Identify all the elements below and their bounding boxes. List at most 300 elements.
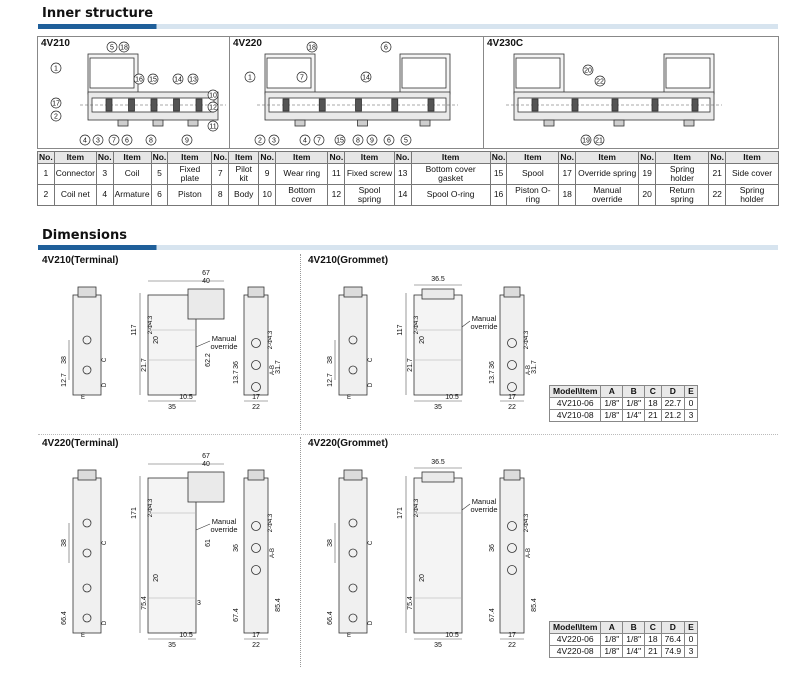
dim-panel-4v220-grommet — [304, 438, 544, 668]
table-cell: 7 — [212, 164, 229, 185]
table-cell: 16 — [490, 185, 507, 206]
override-label: Manual — [211, 334, 237, 343]
table-cell: 20 — [639, 185, 656, 206]
table-cell: Spool O-ring — [411, 185, 490, 206]
table-cell: 0 — [685, 634, 698, 646]
diagram-label: 4V210 — [41, 38, 70, 49]
dimension-label: C — [368, 357, 374, 363]
table-cell: 4V220-08 — [550, 646, 601, 658]
dim-panel-label: 4V220(Terminal) — [42, 438, 119, 449]
table-cell: 1/8" — [601, 646, 623, 658]
valve-outline — [78, 470, 96, 480]
dimension-label: 35 — [168, 404, 176, 411]
leader-line — [196, 524, 210, 530]
valve-outline — [106, 99, 112, 111]
dimension-label: 2-Φ4.3 — [524, 330, 530, 350]
override-label: override — [210, 342, 238, 351]
dimension-label: C — [102, 540, 108, 546]
dimension-label: A-B — [526, 364, 532, 376]
callout-number: 6 — [384, 44, 388, 52]
table-cell: Pilot kit — [229, 164, 259, 185]
dimensions-title: Dimensions — [42, 228, 127, 243]
table-cell: Body — [229, 185, 259, 206]
override-label: override — [470, 322, 498, 331]
dimension-label: 67 — [202, 270, 210, 277]
dimension-label: C — [102, 357, 108, 363]
diagram-label: 4V230C — [487, 38, 524, 49]
valve-outline — [188, 472, 224, 502]
dimension-label: 36 — [489, 544, 496, 552]
callout-number: 2 — [54, 113, 58, 121]
table-cell: 21.2 — [661, 410, 685, 422]
override-label: Manual — [211, 517, 237, 526]
valve-outline — [356, 99, 362, 111]
table-cell: 15 — [490, 164, 507, 185]
model-table-body — [550, 634, 698, 658]
valve-outline — [500, 478, 524, 633]
dimension-drawing — [304, 438, 544, 668]
valve-outline — [504, 470, 520, 480]
table-cell: 74.9 — [661, 646, 685, 658]
separator — [38, 434, 778, 435]
dimension-label: A-B — [526, 547, 532, 559]
column-header: Item — [229, 152, 259, 164]
dimension-label: 3 — [197, 600, 201, 607]
valve-outline — [188, 289, 224, 319]
dimension-label: 2-Φ4.3 — [414, 315, 420, 335]
valve-outline — [188, 120, 198, 126]
callout-number: 13 — [189, 76, 197, 84]
model-table-header — [550, 386, 698, 398]
dimension-label: 67.4 — [489, 608, 496, 622]
dimension-label: 13.7 — [233, 370, 240, 384]
column-header: B — [623, 386, 645, 398]
table-cell: 11 — [328, 164, 345, 185]
table-cell: 22 — [709, 185, 726, 206]
dimension-label: E — [346, 633, 352, 639]
dimension-label: 36 — [233, 544, 240, 552]
dim-panel-4v210-grommet — [304, 255, 544, 430]
diagram-label: 4V220 — [233, 38, 262, 49]
override-label: Manual — [471, 314, 497, 323]
dimension-label: 36.5 — [431, 459, 445, 466]
dim-panel-label: 4V220(Grommet) — [308, 438, 389, 449]
valve-outline — [339, 478, 367, 633]
parts-table-body — [38, 164, 779, 206]
valve-outline — [344, 470, 362, 480]
callout-number: 8 — [149, 137, 153, 145]
table-cell: Fixed plate — [168, 164, 212, 185]
dimension-label: 31.7 — [531, 360, 538, 374]
valve-outline — [90, 58, 134, 88]
inner-structure-diagrams — [37, 36, 779, 149]
dimension-label: 20 — [153, 574, 160, 582]
table-cell: Bottom cover gasket — [411, 164, 490, 185]
valve-outline — [244, 295, 268, 395]
column-header: Item — [276, 152, 328, 164]
column-header: No. — [213, 151, 228, 162]
table-cell: 5 — [151, 164, 168, 185]
valve-outline — [684, 120, 694, 126]
valve-outline — [652, 99, 658, 111]
table-cell: 1/4" — [623, 646, 645, 658]
callout-number: 18 — [120, 44, 128, 52]
table-cell: Spring holder — [726, 185, 779, 206]
table-cell: Spring holder — [655, 164, 708, 185]
dimension-label: 38 — [61, 356, 68, 364]
table-cell: Wear ring — [276, 164, 328, 185]
column-header: No. — [39, 151, 53, 162]
callout-number: 6 — [387, 137, 391, 145]
dimension-label: 36.5 — [431, 276, 445, 283]
table-cell: 18 — [645, 634, 661, 646]
valve-outline — [414, 295, 462, 395]
dimension-label: 22 — [252, 642, 260, 649]
dimension-label: 2-Φ4.3 — [148, 315, 154, 335]
dimension-label: D — [102, 620, 108, 626]
valve-outline — [248, 287, 264, 297]
leader-line — [462, 504, 470, 510]
column-header: Item — [655, 152, 708, 164]
leader-line — [196, 341, 210, 347]
dimension-label: 10.5 — [445, 394, 459, 401]
table-cell: 6 — [151, 185, 168, 206]
diagram-4v230c — [484, 37, 778, 148]
valve-outline — [153, 120, 163, 126]
dimension-label: 85.4 — [531, 598, 538, 612]
column-header: Item — [345, 152, 395, 164]
callout-number: 7 — [317, 137, 321, 145]
dimension-label: 35 — [434, 404, 442, 411]
model-table-4v220 — [549, 621, 698, 658]
valve-outline — [344, 287, 362, 297]
valve-outline — [339, 295, 367, 395]
dimension-label: 13.7 — [489, 370, 496, 384]
callout-number: 7 — [300, 74, 304, 82]
override-label: Manual — [471, 497, 497, 506]
column-header: No. — [710, 151, 725, 162]
valve-outline — [319, 99, 325, 111]
valve-outline — [516, 58, 560, 88]
model-table-body — [550, 398, 698, 422]
table-cell: 4 — [96, 185, 113, 206]
table-cell: 4V220-06 — [550, 634, 601, 646]
dimension-label: 31.7 — [275, 360, 282, 374]
table-cell: 1/8" — [601, 410, 623, 422]
valve-outline — [572, 99, 578, 111]
dimension-label: 10.5 — [179, 394, 193, 401]
dimension-drawing — [38, 255, 298, 430]
column-header: Model\Item — [550, 386, 601, 398]
table-cell: 3 — [685, 410, 698, 422]
dimension-label: 17 — [508, 394, 516, 401]
dimension-label: 40 — [202, 278, 210, 285]
valve-outline — [428, 99, 434, 111]
dimension-label: 117 — [397, 324, 404, 336]
column-header: Item — [726, 152, 779, 164]
valve-outline — [73, 478, 101, 633]
callout-number: 3 — [272, 137, 276, 145]
dimension-label: 12.7 — [61, 373, 68, 387]
dimension-label: 12.7 — [327, 373, 334, 387]
column-header: A — [601, 386, 623, 398]
table-cell: 4V210-06 — [550, 398, 601, 410]
table-cell: Manual override — [576, 185, 639, 206]
table-row — [550, 410, 698, 422]
valve-outline — [295, 120, 305, 126]
table-cell: 22.7 — [661, 398, 685, 410]
valve-outline — [73, 295, 101, 395]
dimension-label: 17 — [508, 632, 516, 639]
dimension-label: 67 — [202, 453, 210, 460]
table-cell: Side cover — [726, 164, 779, 185]
column-header: E — [685, 386, 698, 398]
dimension-label: 171 — [397, 507, 404, 519]
valve-outline — [422, 289, 454, 299]
column-header: Item — [411, 152, 490, 164]
valve-outline — [504, 287, 520, 297]
column-header: No. — [491, 151, 506, 162]
table-cell: Return spring — [655, 185, 708, 206]
valve-outline — [612, 99, 618, 111]
table-cell: Connector — [54, 164, 96, 185]
callout-number: 6 — [125, 137, 129, 145]
valve-outline — [283, 99, 289, 111]
valve-outline — [544, 120, 554, 126]
separator — [300, 437, 301, 667]
dimension-label: 21.7 — [141, 358, 148, 372]
dimension-label: 10.5 — [179, 632, 193, 639]
dimension-label: 38 — [327, 356, 334, 364]
dimension-label: 61 — [205, 539, 212, 547]
dimension-label: 22 — [508, 404, 516, 411]
table-cell: Coil net — [54, 185, 96, 206]
dimension-label: D — [102, 382, 108, 388]
valve-outline — [358, 120, 368, 126]
table-cell: 1/8" — [601, 634, 623, 646]
callout-number: 12 — [209, 104, 217, 112]
valve-cutaway-drawing — [230, 37, 484, 149]
dimension-label: D — [368, 620, 374, 626]
table-cell: Spool spring — [345, 185, 395, 206]
valve-outline — [666, 58, 710, 88]
valve-outline — [414, 478, 462, 633]
table-cell: 0 — [685, 398, 698, 410]
callout-number: 7 — [112, 137, 116, 145]
callout-number: 15 — [336, 137, 344, 145]
dimension-label: 35 — [168, 642, 176, 649]
valve-outline — [692, 99, 698, 111]
dimension-label: 2-Φ4.3 — [268, 513, 274, 533]
dimension-label: 40 — [202, 461, 210, 468]
valve-cutaway-drawing — [38, 37, 230, 149]
valve-outline — [244, 478, 268, 633]
table-cell: 3 — [685, 646, 698, 658]
column-header: No. — [152, 151, 167, 162]
table-cell: 1/8" — [623, 398, 645, 410]
inner-structure-rule — [38, 24, 778, 29]
table-cell: 12 — [328, 185, 345, 206]
table-cell: 9 — [259, 164, 276, 185]
table-cell: 2 — [38, 185, 55, 206]
table-cell: Armature — [113, 185, 151, 206]
table-row — [38, 185, 779, 206]
dim-panel-4v210-terminal — [38, 255, 298, 430]
valve-outline — [422, 472, 454, 482]
parts-table-header — [38, 152, 779, 164]
dimension-label: 20 — [419, 574, 426, 582]
column-header: Model\Item — [550, 622, 601, 634]
dimension-label: A-B — [270, 364, 276, 376]
callout-number: 10 — [209, 92, 217, 100]
table-cell: 18 — [559, 185, 576, 206]
valve-outline — [532, 99, 538, 111]
column-header: D — [661, 622, 685, 634]
table-cell: 21 — [645, 646, 661, 658]
model-table-4v210 — [549, 385, 698, 422]
dimension-drawing — [38, 438, 298, 668]
dim-panel-label: 4V210(Terminal) — [42, 255, 119, 266]
callout-number: 9 — [370, 137, 374, 145]
inner-structure-title: Inner structure — [42, 6, 154, 21]
callout-number: 4 — [83, 137, 87, 145]
table-cell: 8 — [212, 185, 229, 206]
callout-number: 20 — [584, 67, 592, 75]
dim-panel-label: 4V210(Grommet) — [308, 255, 389, 266]
table-cell: 13 — [394, 164, 411, 185]
dimension-label: 66.4 — [61, 611, 68, 625]
callout-number: 5 — [110, 44, 114, 52]
table-cell: 21 — [709, 164, 726, 185]
dimension-label: 21.7 — [407, 358, 414, 372]
dimension-label: 2-Φ4.3 — [268, 330, 274, 350]
table-cell: 1 — [38, 164, 55, 185]
valve-outline — [420, 120, 430, 126]
override-label: override — [470, 505, 498, 514]
column-header: No. — [97, 151, 112, 162]
table-cell: 18 — [645, 398, 661, 410]
table-row — [38, 164, 779, 185]
valve-outline — [129, 99, 135, 111]
dimension-label: 2-Φ4.3 — [524, 513, 530, 533]
valve-outline — [118, 120, 128, 126]
valve-outline — [78, 287, 96, 297]
callout-number: 5 — [404, 137, 408, 145]
dimension-label: 75.4 — [141, 596, 148, 610]
dimension-label: 17 — [252, 394, 260, 401]
dimension-label: 66.4 — [327, 611, 334, 625]
table-cell: 1/4" — [623, 410, 645, 422]
separator — [300, 254, 301, 430]
column-header: Item — [113, 152, 151, 164]
dimension-label: 38 — [61, 539, 68, 547]
callout-number: 11 — [209, 123, 217, 131]
table-cell: 19 — [639, 164, 656, 185]
parts-table — [37, 151, 779, 206]
column-header: C — [645, 386, 661, 398]
column-header: D — [661, 386, 685, 398]
callout-number: 1 — [54, 65, 58, 73]
table-cell: 14 — [394, 185, 411, 206]
table-cell: 10 — [259, 185, 276, 206]
table-cell: Bottom cover — [276, 185, 328, 206]
valve-outline — [151, 99, 157, 111]
callout-number: 4 — [303, 137, 307, 145]
callout-number: 14 — [174, 76, 182, 84]
table-cell: 17 — [559, 164, 576, 185]
column-header: A — [601, 622, 623, 634]
dimension-label: 38 — [327, 539, 334, 547]
valve-outline — [196, 99, 202, 111]
dimension-label: E — [80, 395, 86, 401]
table-cell: 1/8" — [601, 398, 623, 410]
column-header: Item — [54, 152, 96, 164]
valve-outline — [248, 470, 264, 480]
model-table-header — [550, 622, 698, 634]
dimension-label: 20 — [153, 336, 160, 344]
callout-number: 21 — [595, 137, 603, 145]
dimension-label: 17 — [252, 632, 260, 639]
dimension-label: 2-Φ4.3 — [414, 498, 420, 518]
column-header: No. — [329, 151, 344, 162]
dimension-label: 22 — [252, 404, 260, 411]
table-row — [550, 634, 698, 646]
table-cell: Coil — [113, 164, 151, 185]
valve-outline — [402, 58, 446, 88]
column-header: C — [645, 622, 661, 634]
callout-number: 14 — [362, 74, 370, 82]
valve-cutaway-drawing — [484, 37, 778, 149]
table-cell: Piston O-ring — [507, 185, 559, 206]
dim-panel-4v220-terminal — [38, 438, 298, 668]
dimension-label: D — [368, 382, 374, 388]
dimension-label: 2-Φ4.3 — [148, 498, 154, 518]
table-cell: 3 — [96, 164, 113, 185]
diagram-4v220 — [230, 37, 484, 148]
dimension-label: E — [80, 633, 86, 639]
valve-outline — [614, 120, 624, 126]
column-header: Item — [507, 152, 559, 164]
table-cell: Piston — [168, 185, 212, 206]
table-cell: Fixed screw — [345, 164, 395, 185]
column-header: Item — [168, 152, 212, 164]
callout-number: 1 — [248, 74, 252, 82]
dimension-label: E — [346, 395, 352, 401]
valve-outline — [500, 295, 524, 395]
dimension-label: 35 — [434, 642, 442, 649]
callout-number: 19 — [582, 137, 590, 145]
table-cell: 21 — [645, 410, 661, 422]
dimension-drawing — [304, 255, 544, 430]
table-cell: Override spring — [576, 164, 639, 185]
dimension-label: 75.4 — [407, 596, 414, 610]
dimension-label: 67.4 — [233, 608, 240, 622]
callout-number: 22 — [596, 78, 604, 86]
valve-outline — [174, 99, 180, 111]
column-header: No. — [640, 151, 654, 162]
column-header: Item — [576, 152, 639, 164]
valve-outline — [392, 99, 398, 111]
table-cell: 76.4 — [661, 634, 685, 646]
dimension-label: 36 — [489, 361, 496, 369]
dimension-label: 62.2 — [205, 353, 212, 367]
dimension-label: 85.4 — [275, 598, 282, 612]
callout-number: 3 — [96, 137, 100, 145]
callout-number: 9 — [185, 137, 189, 145]
table-cell: 1/8" — [623, 634, 645, 646]
dimension-label: 36 — [233, 361, 240, 369]
callout-number: 18 — [308, 44, 316, 52]
